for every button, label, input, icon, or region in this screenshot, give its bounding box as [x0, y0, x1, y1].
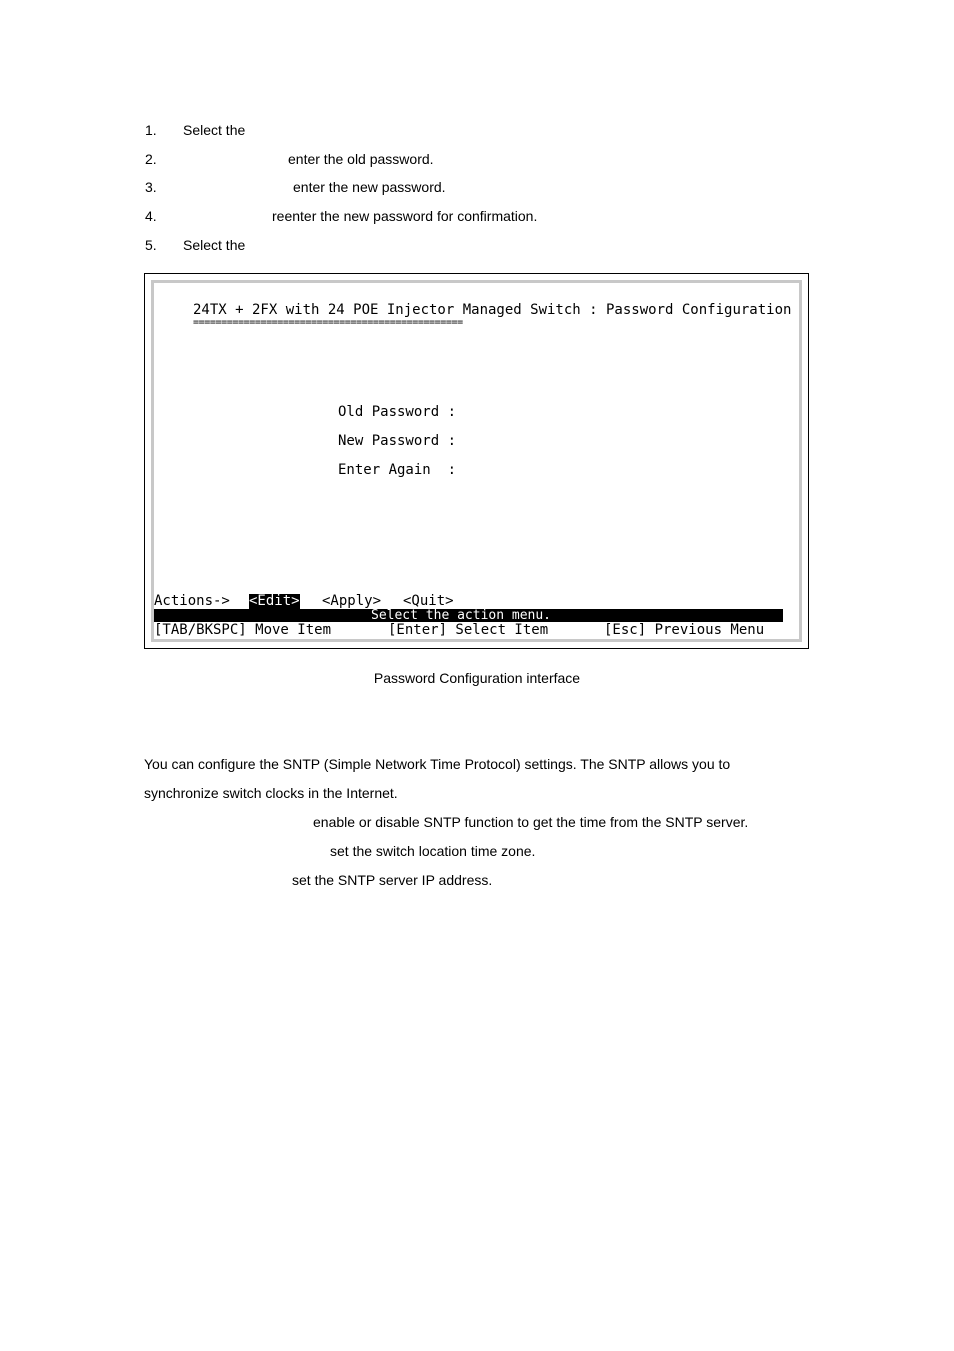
status-message: Select the action menu. [371, 608, 552, 623]
step-text: reenter the new password for confirmation. [272, 208, 538, 224]
status-bar [154, 609, 783, 622]
edit-action[interactable]: <Edit> [249, 593, 300, 609]
step-number: 3. [145, 179, 157, 195]
sntp-item-enable: enable or disable SNTP function to get the time from the SNTP server. [313, 814, 749, 830]
step-text: enter the old password. [288, 151, 434, 167]
step-number: 5. [145, 237, 157, 253]
actions-label: Actions-> [154, 593, 230, 609]
terminal-screenshot [144, 273, 809, 649]
step-text: Select the [183, 237, 246, 253]
new-password-field[interactable]: New Password : [338, 433, 457, 449]
step-number: 1. [145, 122, 157, 138]
enter-again-field[interactable]: Enter Again : [338, 462, 457, 478]
help-move-item: [TAB/BKSPC] Move Item [154, 622, 332, 638]
step-text: Select the [183, 122, 246, 138]
step-number: 4. [145, 208, 157, 224]
terminal-title: 24TX + 2FX with 24 POE Injector Managed Switch : Password Configuration [193, 302, 792, 318]
quit-action[interactable]: <Quit> [403, 593, 454, 609]
apply-action[interactable]: <Apply> [322, 593, 382, 609]
sntp-intro-line2: synchronize switch clocks in the Internet. [144, 785, 398, 801]
old-password-field[interactable]: Old Password : [338, 404, 457, 420]
sntp-intro-line1: You can configure the SNTP (Simple Network Time Protocol) settings. The SNTP allows you to [144, 756, 731, 772]
figure-caption: Password Configuration interface [373, 670, 581, 686]
sntp-item-server: set the SNTP server IP address. [292, 872, 493, 888]
step-number: 2. [145, 151, 157, 167]
terminal-title-underline: ================================================ [193, 318, 463, 328]
help-select-item: [Enter] Select Item [388, 622, 549, 638]
sntp-item-timezone: set the switch location time zone. [330, 843, 536, 859]
terminal-screen [151, 280, 802, 642]
help-previous-menu: [Esc] Previous Menu [604, 622, 765, 638]
step-text: enter the new password. [293, 179, 446, 195]
